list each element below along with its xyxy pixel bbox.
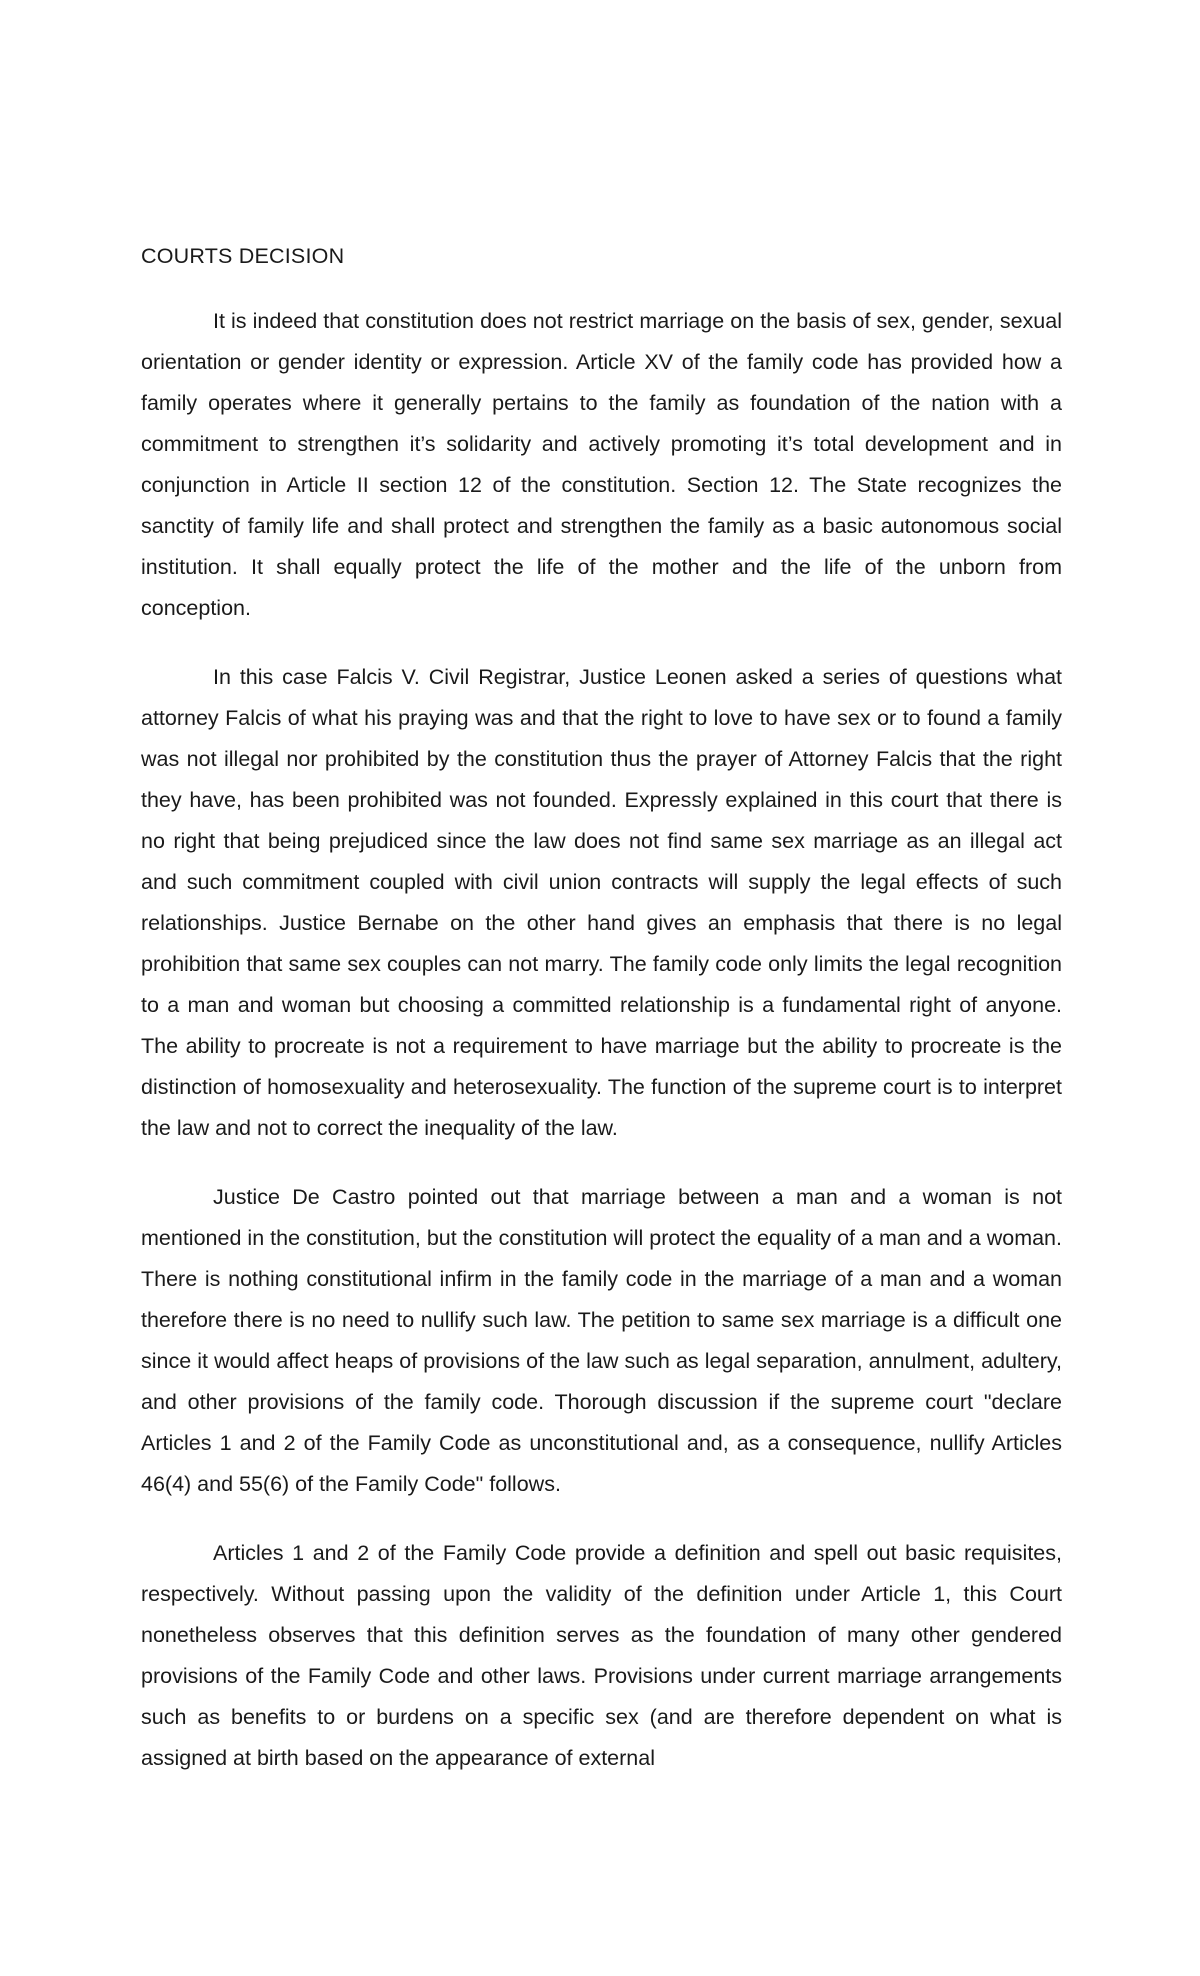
- paragraph-constitution: It is indeed that constitution does not restrict marriage on the basis of sex, gender, sexual orientation or gender identity or expression. Article XV of the family code has provided how a family operates where it generally pertains to the family as foundation of the nation with a commitment to strengthen it’s solidarity and actively promoting it’s total development and in conjunction in Article II section 12 of the constitution. Section 12. The State recognizes the sanctity of family life and shall protect and strengthen the family as a basic autonomous social institution. It shall equally protect the life of the mother and the life of the unborn from conception.: [141, 309, 1062, 620]
- paragraph-articles-1-2: Articles 1 and 2 of the Family Code provide a definition and spell out basic requisites, respectively. Without passing upon the validity of the definition under Article 1, this Court nonetheless observes that this definition serves as the foundation of many other gendered provisions of the Family Code and other laws. Provisions under current marriage arrangements such as benefits to or burdens on a specific sex (and are therefore dependent on what is assigned at birth based on the appearance of external: [141, 1541, 1062, 1770]
- paragraph-de-castro: Justice De Castro pointed out that marriage between a man and a woman is not mentioned in the constitution, but the constitution will protect the equality of a man and a woman. There is nothing constitutional infirm in the family code in the marriage of a man and a woman therefore there is no need to nullify such law. The petition to same sex marriage is a difficult one since it would affect heaps of provisions of the law such as legal separation, annulment, adultery, and other provisions of the family code. Thorough discussion if the supreme court "declare Articles 1 and 2 of the Family Code as unconstitutional and, as a consequence, nullify Articles 46(4) and 55(6) of the Family Code" follows.: [141, 1185, 1062, 1496]
- document-body: [141, 236, 1062, 1807]
- document-title: COURTS DECISION: [141, 244, 345, 268]
- paragraph-falcis-case: In this case Falcis V. Civil Registrar, Justice Leonen asked a series of questions what attorney Falcis of what his praying was and that the right to love to have sex or to found a family was not illegal nor prohibited by the constitution thus the prayer of Attorney Falcis that the right they have, has been prohibited was not founded. Expressly explained in this court that there is no right that being prejudiced since the law does not find same sex marriage as an illegal act and such commitment coupled with civil union contracts will supply the legal effects of such relationships. Justice Bernabe on the other hand gives an emphasis that there is no legal prohibition that same sex couples can not marry. The family code only limits the legal recognition to a man and woman but choosing a committed relationship is a fundamental right of anyone. The ability to procreate is not a requirement to have marriage but the ability to procreate is the distinction of homosexuality and heterosexuality. The function of the supreme court is to interpret the law and not to correct the inequality of the law.: [141, 665, 1062, 1140]
